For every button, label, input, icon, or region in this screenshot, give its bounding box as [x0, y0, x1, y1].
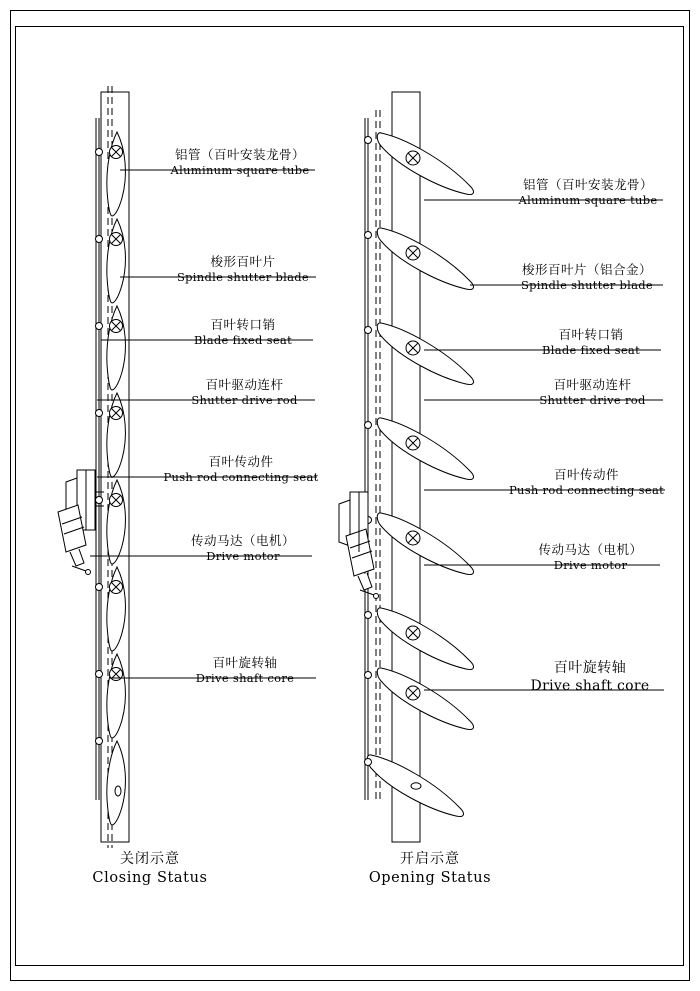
right-label-drive-shaft-core — [512, 660, 668, 695]
right-label-push-rod-connecting-seat — [505, 467, 668, 497]
right-label-aluminum-square-tube-cn: 铝管（百叶安装龙骨） — [522, 177, 653, 192]
right-label-push-rod-connecting-seat-cn: 百叶传动件 — [553, 467, 619, 482]
left-label-shutter-drive-rod — [172, 377, 317, 407]
caption-opening-status — [340, 848, 520, 886]
caption-opening-status-cn: 开启示意 — [400, 851, 460, 867]
right-label-drive-motor — [519, 542, 662, 572]
left-drive-motor — [58, 470, 104, 575]
right-label-spindle-shutter-blade — [506, 262, 668, 292]
caption-closing-status — [60, 848, 240, 886]
left-label-drive-motor — [172, 533, 314, 563]
caption-closing-status-en: Closing Status — [92, 870, 208, 886]
left-label-drive-shaft-core-en: Drive shaft core — [195, 670, 295, 685]
left-label-aluminum-square-tube — [160, 147, 320, 177]
right-label-drive-motor-en: Drive motor — [553, 557, 628, 572]
caption-closing-status-cn: 关闭示意 — [120, 851, 180, 867]
right-label-drive-motor-cn: 传动马达（电机） — [538, 542, 643, 557]
left-label-drive-motor-en: Drive motor — [206, 548, 280, 563]
right-label-shutter-drive-rod — [520, 377, 665, 407]
right-label-aluminum-square-tube — [508, 177, 668, 207]
left-blades — [107, 132, 126, 825]
caption-opening-status-en: Opening Status — [368, 870, 492, 886]
right-label-blade-fixed-seat — [520, 327, 662, 357]
left-label-spindle-shutter-blade — [168, 254, 318, 284]
right-drive-motor — [339, 492, 379, 599]
right-assembly — [339, 92, 473, 842]
right-label-spindle-shutter-blade-en: Spindle shutter blade — [520, 277, 654, 292]
right-label-aluminum-square-tube-en: Aluminum square tube — [518, 192, 658, 207]
left-label-blade-fixed-seat — [172, 317, 314, 347]
left-label-blade-fixed-seat-en: Blade fixed seat — [193, 332, 293, 347]
right-label-blade-fixed-seat-en: Blade fixed seat — [541, 342, 641, 357]
right-label-drive-shaft-core-en: Drive shaft core — [530, 677, 650, 694]
left-label-spindle-shutter-blade-cn: 梭形百叶片 — [210, 254, 276, 269]
right-label-blade-fixed-seat-cn: 百叶转口销 — [558, 327, 624, 342]
left-label-push-rod-connecting-seat-cn: 百叶传动件 — [208, 454, 274, 469]
left-assembly — [58, 86, 129, 848]
right-label-push-rod-connecting-seat-en: Push rod connecting seat — [508, 482, 665, 497]
left-label-blade-fixed-seat-cn: 百叶转口销 — [210, 317, 276, 332]
right-label-spindle-shutter-blade-cn: 梭形百叶片（铝合金） — [521, 262, 652, 277]
right-label-drive-shaft-core-cn: 百叶旋转轴 — [553, 660, 627, 676]
left-label-drive-shaft-core-cn: 百叶旋转轴 — [212, 655, 278, 670]
left-label-aluminum-square-tube-en: Aluminum square tube — [170, 162, 310, 177]
left-label-shutter-drive-rod-en: Shutter drive rod — [191, 392, 298, 407]
left-label-shutter-drive-rod-cn: 百叶驱动连杆 — [205, 377, 284, 392]
left-label-aluminum-square-tube-cn: 铝管（百叶安装龙骨） — [174, 147, 305, 162]
left-label-push-rod-connecting-seat — [161, 454, 321, 484]
left-label-drive-motor-cn: 传动马达（电机） — [190, 533, 295, 548]
right-label-shutter-drive-rod-cn: 百叶驱动连杆 — [553, 377, 632, 392]
right-label-shutter-drive-rod-en: Shutter drive rod — [539, 392, 646, 407]
left-label-push-rod-connecting-seat-en: Push rod connecting seat — [163, 469, 319, 484]
left-label-drive-shaft-core — [172, 655, 318, 685]
left-label-spindle-shutter-blade-en: Spindle shutter blade — [176, 269, 310, 284]
